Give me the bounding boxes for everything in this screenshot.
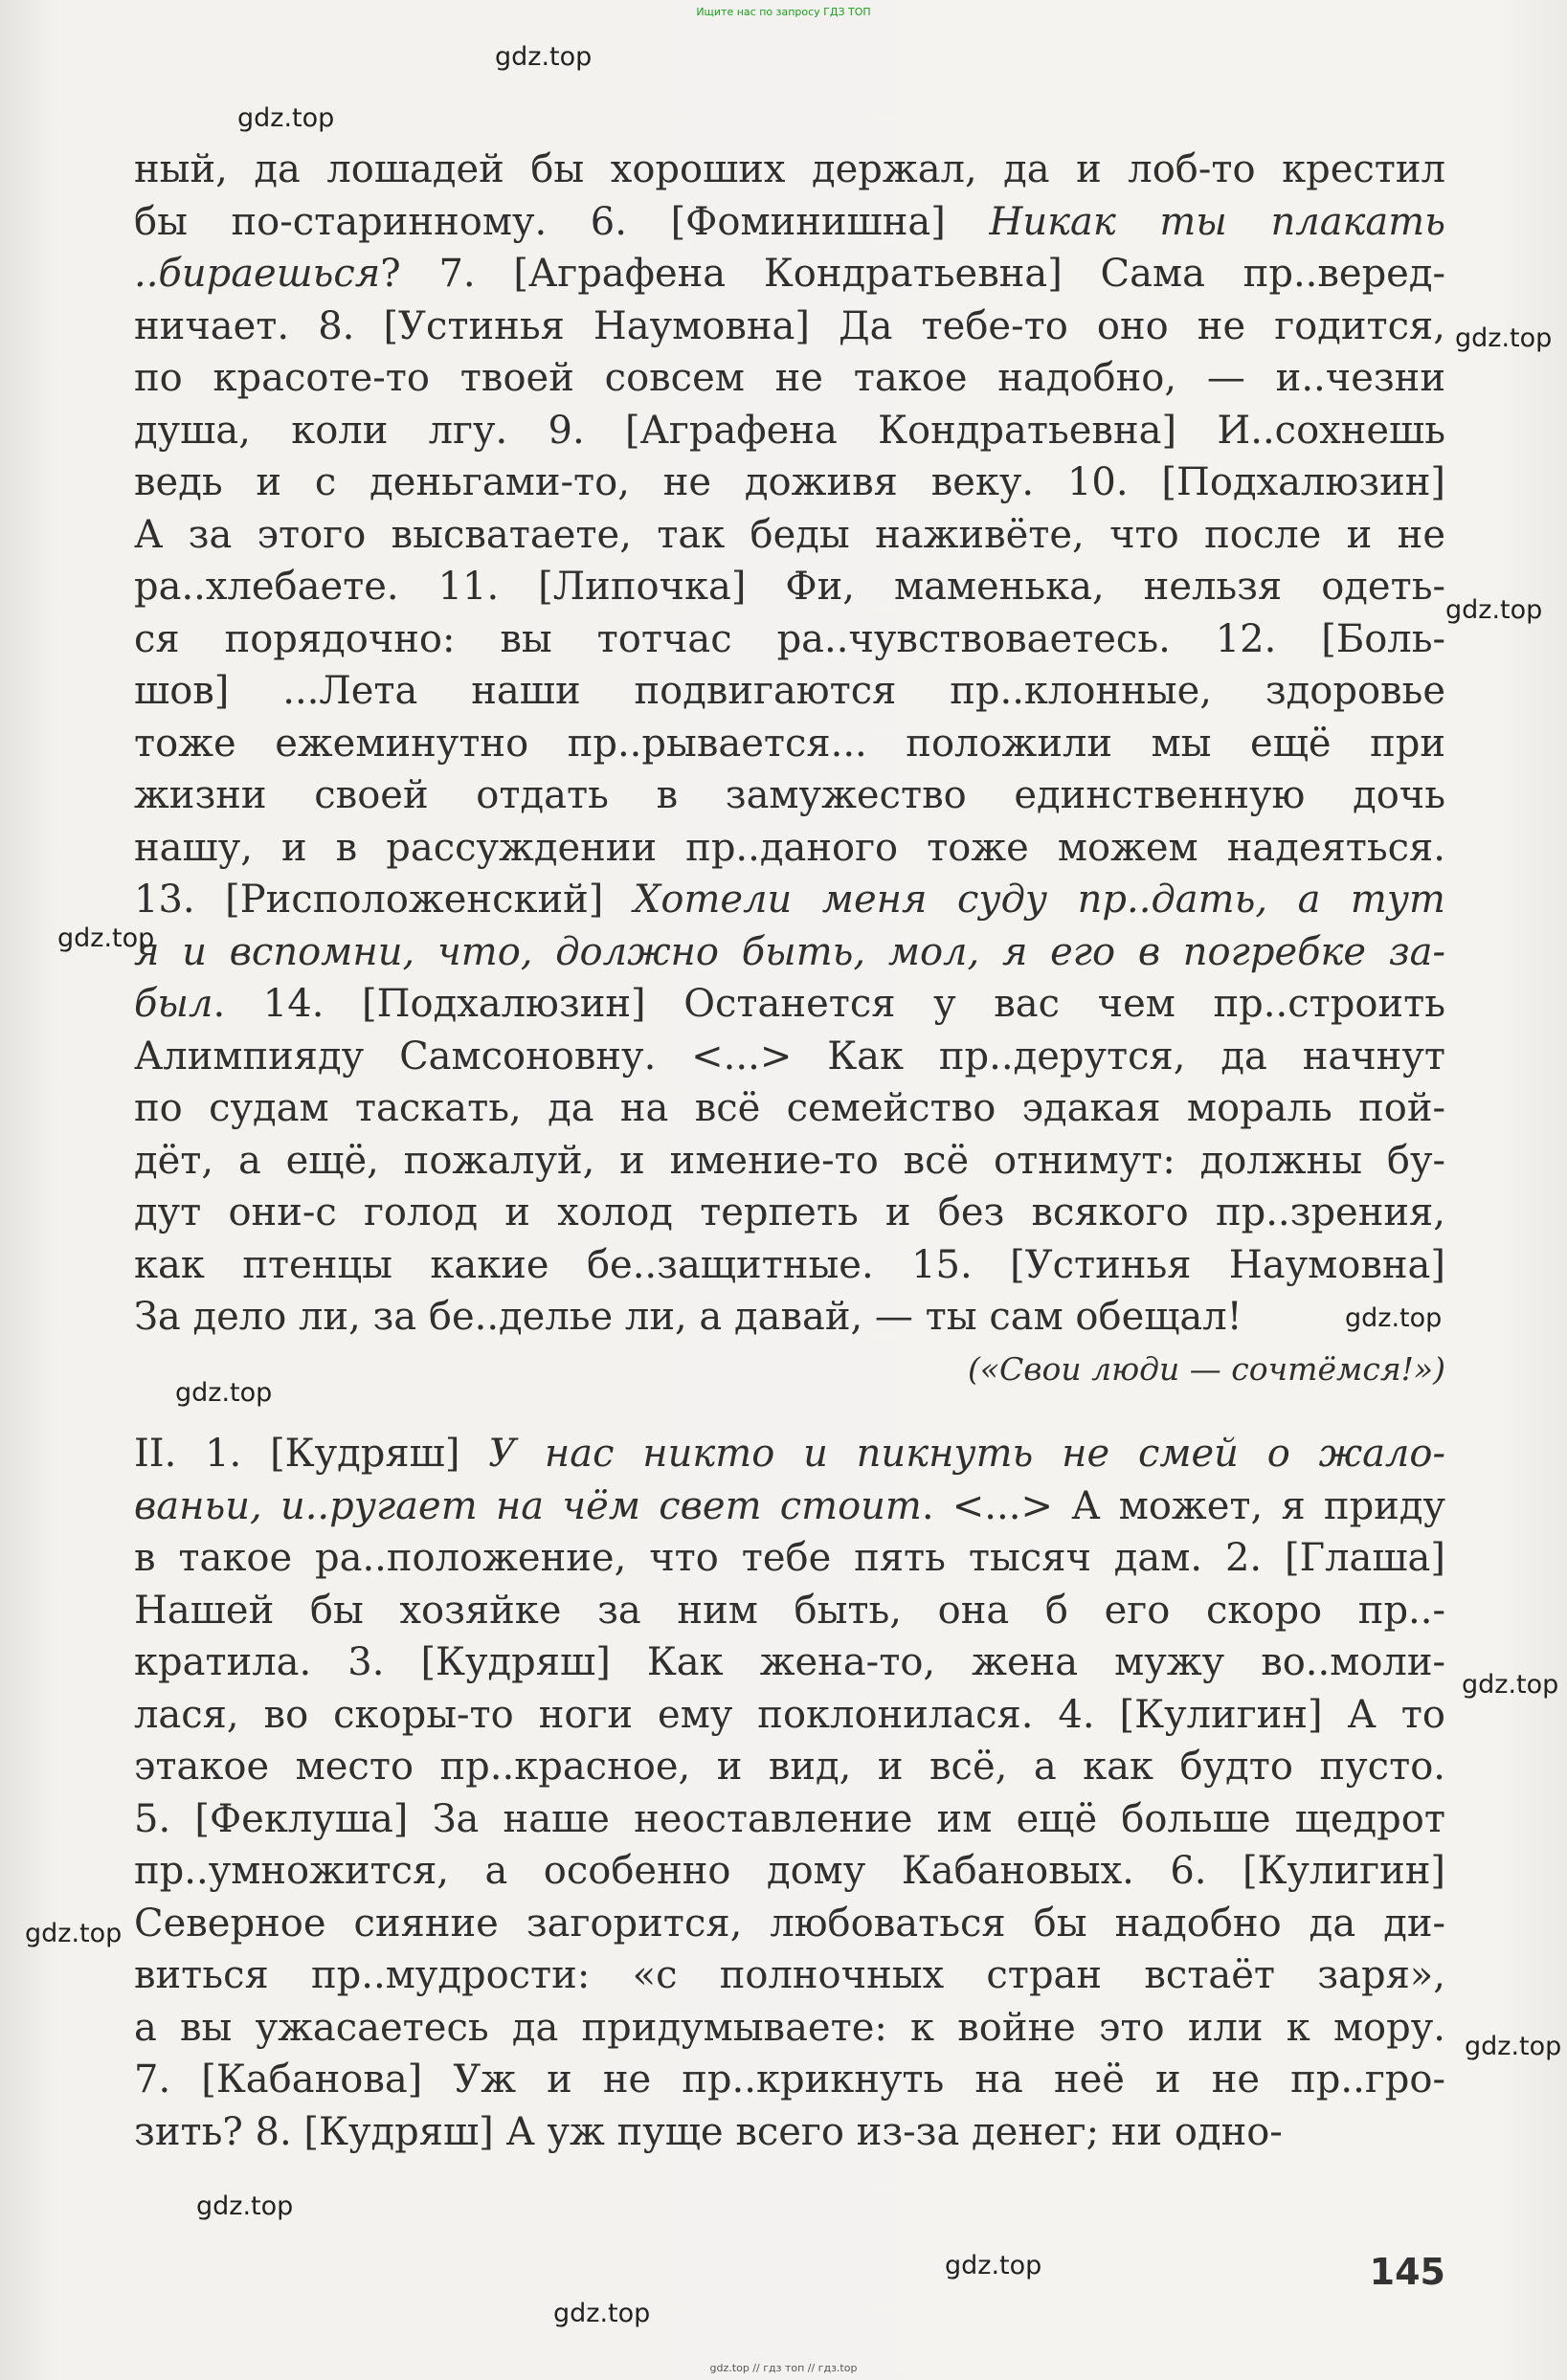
text-run: шов] ...Лета наши подвигаются пр..клонные, здоровье: [134, 669, 1445, 713]
watermark: gdz.top: [495, 42, 593, 72]
text-run: лася, во скоры-то ноги ему поклонилася. 4. [Кулигин] А то: [134, 1692, 1445, 1737]
watermark: gdz.top: [1345, 1303, 1443, 1333]
text-line: [134, 769, 1445, 822]
watermark: gdz.top: [237, 103, 335, 133]
text-run: в такое ра..положение, что тебе пять тысяч дам. 2. [Глаша]: [134, 1536, 1445, 1580]
bottom-banner[interactable]: gdz.top // гдз топ // гдз.top: [709, 2362, 858, 2374]
watermark: gdz.top: [196, 2191, 294, 2221]
text-line: [134, 1239, 1445, 1292]
text-run: Нашей бы хозяйке за ним быть, она б его скоро пр..-: [134, 1588, 1445, 1633]
text-run: А за этого высватаете, так беды наживёте, что после и не: [134, 512, 1445, 557]
watermark: gdz.top: [1465, 2032, 1562, 2061]
text-line: [134, 300, 1445, 353]
text-run: как птенцы какие бе..защитные. 15. [Устинья Наумовна]: [134, 1242, 1445, 1287]
watermark: gdz.top: [57, 923, 155, 953]
text-run: ? 7. [Аграфена Кондратьевна] Сама пр..веред-: [380, 252, 1445, 296]
text-line: [134, 1135, 1445, 1188]
text-line: [134, 248, 1445, 300]
text-run: За дело ли, за бе..делье ли, а давай, — ты сам обещал!: [134, 1295, 1242, 1339]
watermark: gdz.top: [553, 2299, 651, 2328]
text-line: [134, 1689, 1445, 1742]
page-number: 145: [1369, 2251, 1445, 2293]
italic-quote: ваньи, и..ругает на чём свет стоит: [134, 1483, 922, 1528]
text-run: по судам таскать, да на всё семейство эдакая мораль пой-: [134, 1086, 1445, 1130]
text-line: [134, 144, 1445, 196]
top-banner[interactable]: Ищите нас по запросу ГДЗ ТОП: [696, 6, 871, 18]
text-run: ра..хлебаете. 11. [Липочка] Фи, маменька, нельзя одеть-: [134, 565, 1445, 609]
text-run: нашу, и в рассуждении пр..даного тоже можем надеяться.: [134, 825, 1445, 870]
watermark: gdz.top: [945, 2251, 1042, 2280]
text-run: по красоте-то твоей совсем не такое надобно, — и..чезни: [134, 356, 1445, 400]
text-run: бы по-старинному. 6. [Фоминишна]: [134, 199, 990, 244]
italic-quote: ..бираешься: [134, 252, 381, 296]
watermark: gdz.top: [1445, 595, 1543, 625]
text-run: виться пр..мудрости: «с полночных стран встаёт заря»,: [134, 1953, 1445, 1997]
text-run: Алимпияду Самсоновну. <...> Как пр..дерутся, да начнут: [134, 1034, 1445, 1079]
text-run: кратила. 3. [Кудряш] Как жена-то, жена мужу во..моли-: [134, 1640, 1445, 1684]
italic-quote: Хотели меня суду пр..дать, а тут: [633, 878, 1445, 922]
text-run: Северное сияние загорится, любоваться бы надобно да ди-: [134, 1901, 1445, 1946]
text-line: [134, 1585, 1445, 1637]
source-title: («Свои люди — сочтёмся!»): [967, 1350, 1445, 1388]
text-run: зить? 8. [Кудряш] А уж пуще всего из-за денег; ни одно-: [134, 2109, 1283, 2154]
text-run: жизни своей отдать в замужество единственную дочь: [134, 773, 1445, 817]
text-line: [134, 718, 1445, 770]
text-run: . <...> А может, я приду: [921, 1483, 1445, 1528]
text-line: [134, 2106, 1445, 2159]
italic-quote: Никак ты плакать: [989, 199, 1445, 244]
text-line: [134, 613, 1445, 666]
text-line: [134, 456, 1445, 509]
watermark: gdz.top: [25, 1919, 123, 1948]
text-line: [134, 1187, 1445, 1239]
text-line: [134, 196, 1445, 249]
exercise-section-2: [134, 1428, 1445, 2158]
italic-quote: У нас никто и пикнуть не смей о жало-: [488, 1432, 1445, 1476]
text-run: . 14. [Подхалюзин] Останется у вас чем пр..строить: [213, 982, 1445, 1026]
exercise-section-1: [134, 144, 1445, 1344]
text-run: ведь и с деньгами-то, не доживя веку. 10. [Подхалюзин]: [134, 460, 1445, 504]
text-run: тоже ежеминутно пр..рывается... положили мы ещё при: [134, 721, 1445, 766]
text-line: [134, 1031, 1445, 1083]
text-run: этакое место пр..красное, и вид, и всё, а как будто пусто.: [134, 1745, 1445, 1789]
text-line: [134, 2002, 1445, 2055]
text-line: [134, 1291, 1445, 1344]
text-run: 7. [Кабанова] Уж и не пр..крикнуть на неё и не пр..гро-: [134, 2057, 1445, 2102]
text-line: [134, 561, 1445, 613]
source-line: [134, 1344, 1445, 1396]
watermark: gdz.top: [1462, 1670, 1559, 1700]
text-run: пр..умножится, а особенно дому Кабановых. 6. [Кулигин]: [134, 1849, 1445, 1893]
text-line: [134, 1480, 1445, 1533]
text-line: [134, 2054, 1445, 2106]
text-line: [134, 978, 1445, 1031]
text-run: душа, коли лгу. 9. [Аграфена Кондратьевна] И..сохнешь: [134, 408, 1445, 453]
text-run: дёт, а ещё, пожалуй, и имение-то всё отнимут: должны бу-: [134, 1138, 1445, 1183]
watermark: gdz.top: [1455, 323, 1553, 353]
text-line: [134, 926, 1445, 979]
text-line: [134, 509, 1445, 562]
text-line: [134, 1082, 1445, 1135]
text-line: [134, 1949, 1445, 2002]
text-line: [134, 1793, 1445, 1846]
text-run: ничает. 8. [Устинья Наумовна] Да тебе-то оно не годится,: [134, 303, 1445, 348]
text-line: [134, 1428, 1445, 1480]
watermark: gdz.top: [175, 1378, 273, 1408]
text-run: ный, да лошадей бы хороших держал, да и лоб-то крестил: [134, 147, 1445, 191]
text-line: [134, 1741, 1445, 1793]
text-run: ся порядочно: вы тотчас ра..чувствоваетесь. 12. [Боль-: [134, 616, 1445, 661]
text-line: [134, 874, 1445, 926]
text-line: [134, 352, 1445, 405]
text-run: 13. [Рисположенский]: [134, 878, 634, 922]
text-run: дут они-с голод и холод терпеть и без всякого пр..зрения,: [134, 1190, 1445, 1234]
italic-quote: я и вспомни, что, должно быть, мол, я его в погребке за-: [134, 929, 1445, 974]
text-line: [134, 822, 1445, 875]
text-run: 5. [Феклуша] За наше неоставление им ещё больше щедрот: [134, 1796, 1445, 1841]
text-run: II. 1. [Кудряш]: [134, 1432, 489, 1476]
text-line: [134, 405, 1445, 457]
text-line: [134, 1532, 1445, 1585]
text-line: [134, 1898, 1445, 1950]
text-run: а вы ужасаетесь да придумываете: к войне это или к мору.: [134, 2005, 1445, 2050]
text-line: [134, 1636, 1445, 1689]
text-line: [134, 665, 1445, 718]
text-line: [134, 1845, 1445, 1898]
italic-quote: был: [134, 982, 213, 1026]
